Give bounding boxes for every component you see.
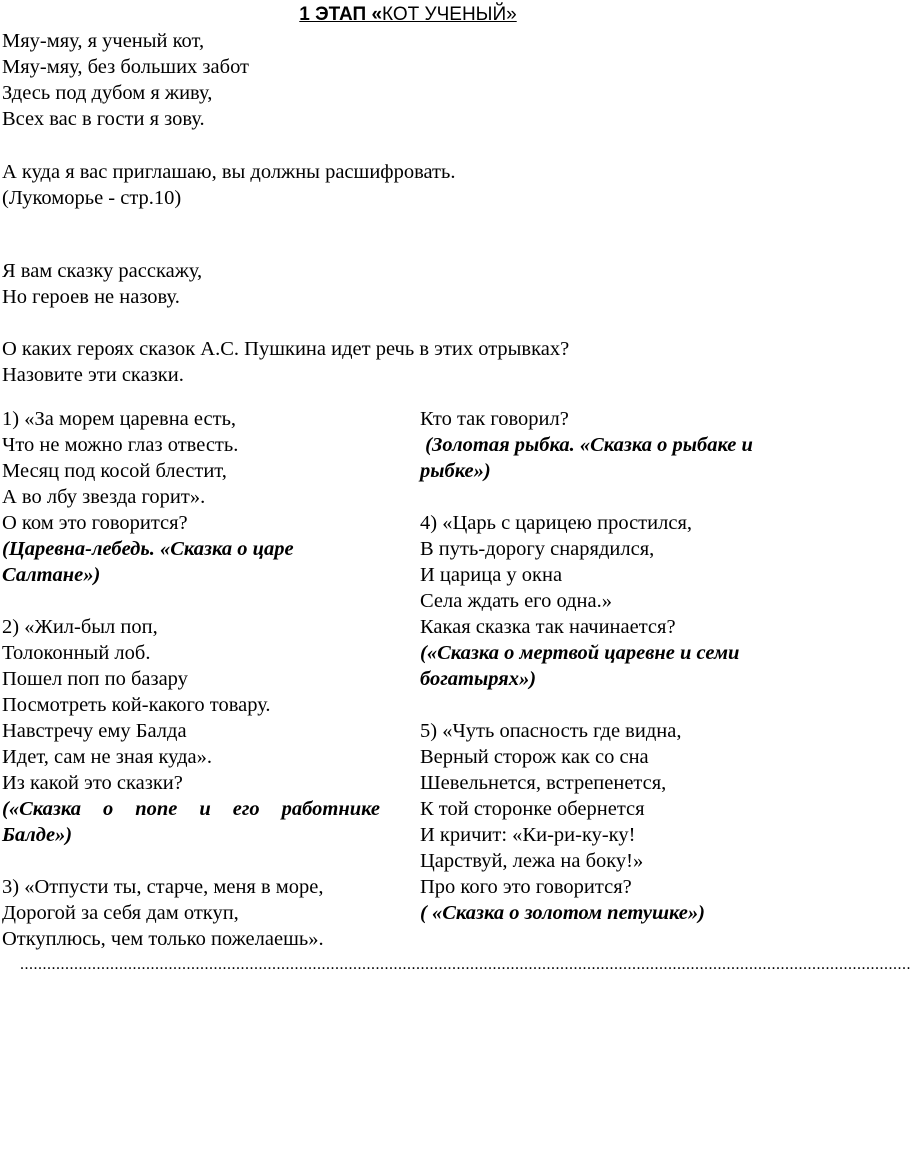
riddle-line: Дорогой за себя дам откуп, xyxy=(2,902,239,924)
answer-word: и xyxy=(199,798,211,820)
intro-line: Мяу-мяу, без больших забот xyxy=(2,56,250,78)
riddle-3-answer xyxy=(420,406,814,484)
intro-line: Мяу-мяу, я ученый кот, xyxy=(2,30,205,52)
riddle-line: 1) «За морем царевна есть, xyxy=(2,408,237,430)
riddle-line: 3) «Отпусти ты, старче, меня в море, xyxy=(2,876,324,898)
main-question xyxy=(2,336,569,388)
intro-poem xyxy=(2,28,249,132)
riddle-2 xyxy=(2,614,382,848)
question-line: О каких героях сказок А.С. Пушкина идет речь в этих отрывках? xyxy=(2,338,570,360)
riddle-answer: (Царевна-лебедь. «Сказка о царе xyxy=(2,538,294,560)
dotted-divider: ...................................................................................................................................................................................................... xyxy=(20,956,911,973)
task-decode xyxy=(2,159,455,211)
riddle-line: 5) «Чуть опасность где видна, xyxy=(420,720,682,742)
title-stage: 1 ЭТАП « xyxy=(299,4,383,25)
task-line: (Лукоморье - стр.10) xyxy=(2,187,182,209)
answer-word: его xyxy=(232,798,260,820)
riddle-line: Царствуй, лежа на боку!» xyxy=(420,850,644,872)
riddle-3 xyxy=(2,874,382,952)
answer-word: попе xyxy=(135,798,178,820)
riddle-answer: (Золотая рыбка. «Сказка о рыбаке и xyxy=(420,434,753,456)
riddle-line: 2) «Жил-был поп, xyxy=(2,616,158,638)
riddle-question: Какая сказка так начинается? xyxy=(420,616,676,638)
poem-line: Я вам сказку расскажу, xyxy=(2,260,203,282)
riddle-answer: («Сказка о мертвой царевне и семи xyxy=(420,642,740,664)
title-name: КОТ УЧЕНЫЙ» xyxy=(382,4,517,25)
page-title xyxy=(0,4,816,26)
left-column xyxy=(2,406,382,952)
riddle-line: В путь-дорогу снарядился, xyxy=(420,538,655,560)
riddle-line: А во лбу звезда горит». xyxy=(2,486,206,508)
riddle-1 xyxy=(2,406,382,588)
riddle-question: Из какой это сказки? xyxy=(2,772,183,794)
riddle-answer xyxy=(2,796,380,822)
second-poem xyxy=(2,258,202,310)
riddle-answer: ( «Сказка о золотом петушке») xyxy=(420,902,705,924)
riddle-line: Верный сторож как со сна xyxy=(420,746,649,768)
riddle-line: Откуплюсь, чем только пожелаешь». xyxy=(2,928,324,950)
riddle-question: Про кого это говорится? xyxy=(420,876,632,898)
riddle-line: Толоконный лоб. xyxy=(2,642,151,664)
riddle-answer: рыбке») xyxy=(420,460,491,482)
riddle-answer: Балде») xyxy=(2,824,73,846)
answer-word: о xyxy=(103,798,114,820)
riddle-line: Села ждать его одна.» xyxy=(420,590,612,612)
intro-line: Всех вас в гости я зову. xyxy=(2,108,205,130)
question-line: Назовите эти сказки. xyxy=(2,364,184,386)
riddle-line: Идет, сам не зная куда». xyxy=(2,746,212,768)
riddle-line: Пошел поп по базару xyxy=(2,668,188,690)
riddle-4 xyxy=(420,510,814,692)
riddle-line: К той сторонке обернется xyxy=(420,798,645,820)
riddle-line: Посмотреть кой-какого товару. xyxy=(2,694,271,716)
intro-line: Здесь под дубом я живу, xyxy=(2,82,213,104)
riddle-question: Кто так говорил? xyxy=(420,408,569,430)
riddle-line: И царица у окна xyxy=(420,564,563,586)
poem-line: Но героев не назову. xyxy=(2,286,180,308)
riddle-5 xyxy=(420,718,814,926)
riddle-line: И кричит: «Ки-ри-ку-ку! xyxy=(420,824,636,846)
riddle-line: Что не можно глаз отвесть. xyxy=(2,434,239,456)
riddle-line: 4) «Царь с царицею простился, xyxy=(420,512,692,534)
riddle-line: Шевельнется, встрепенется, xyxy=(420,772,667,794)
answer-word: работнике xyxy=(281,798,380,820)
riddle-line: Месяц под косой блестит, xyxy=(2,460,227,482)
answer-word: («Сказка xyxy=(2,798,82,820)
riddle-answer: Салтане») xyxy=(2,564,101,586)
riddle-question: О ком это говорится? xyxy=(2,512,188,534)
task-line: А куда я вас приглашаю, вы должны расшифровать. xyxy=(2,161,456,183)
right-column xyxy=(420,406,814,926)
riddle-answer: богатырях») xyxy=(420,668,537,690)
riddle-line: Навстречу ему Балда xyxy=(2,720,187,742)
